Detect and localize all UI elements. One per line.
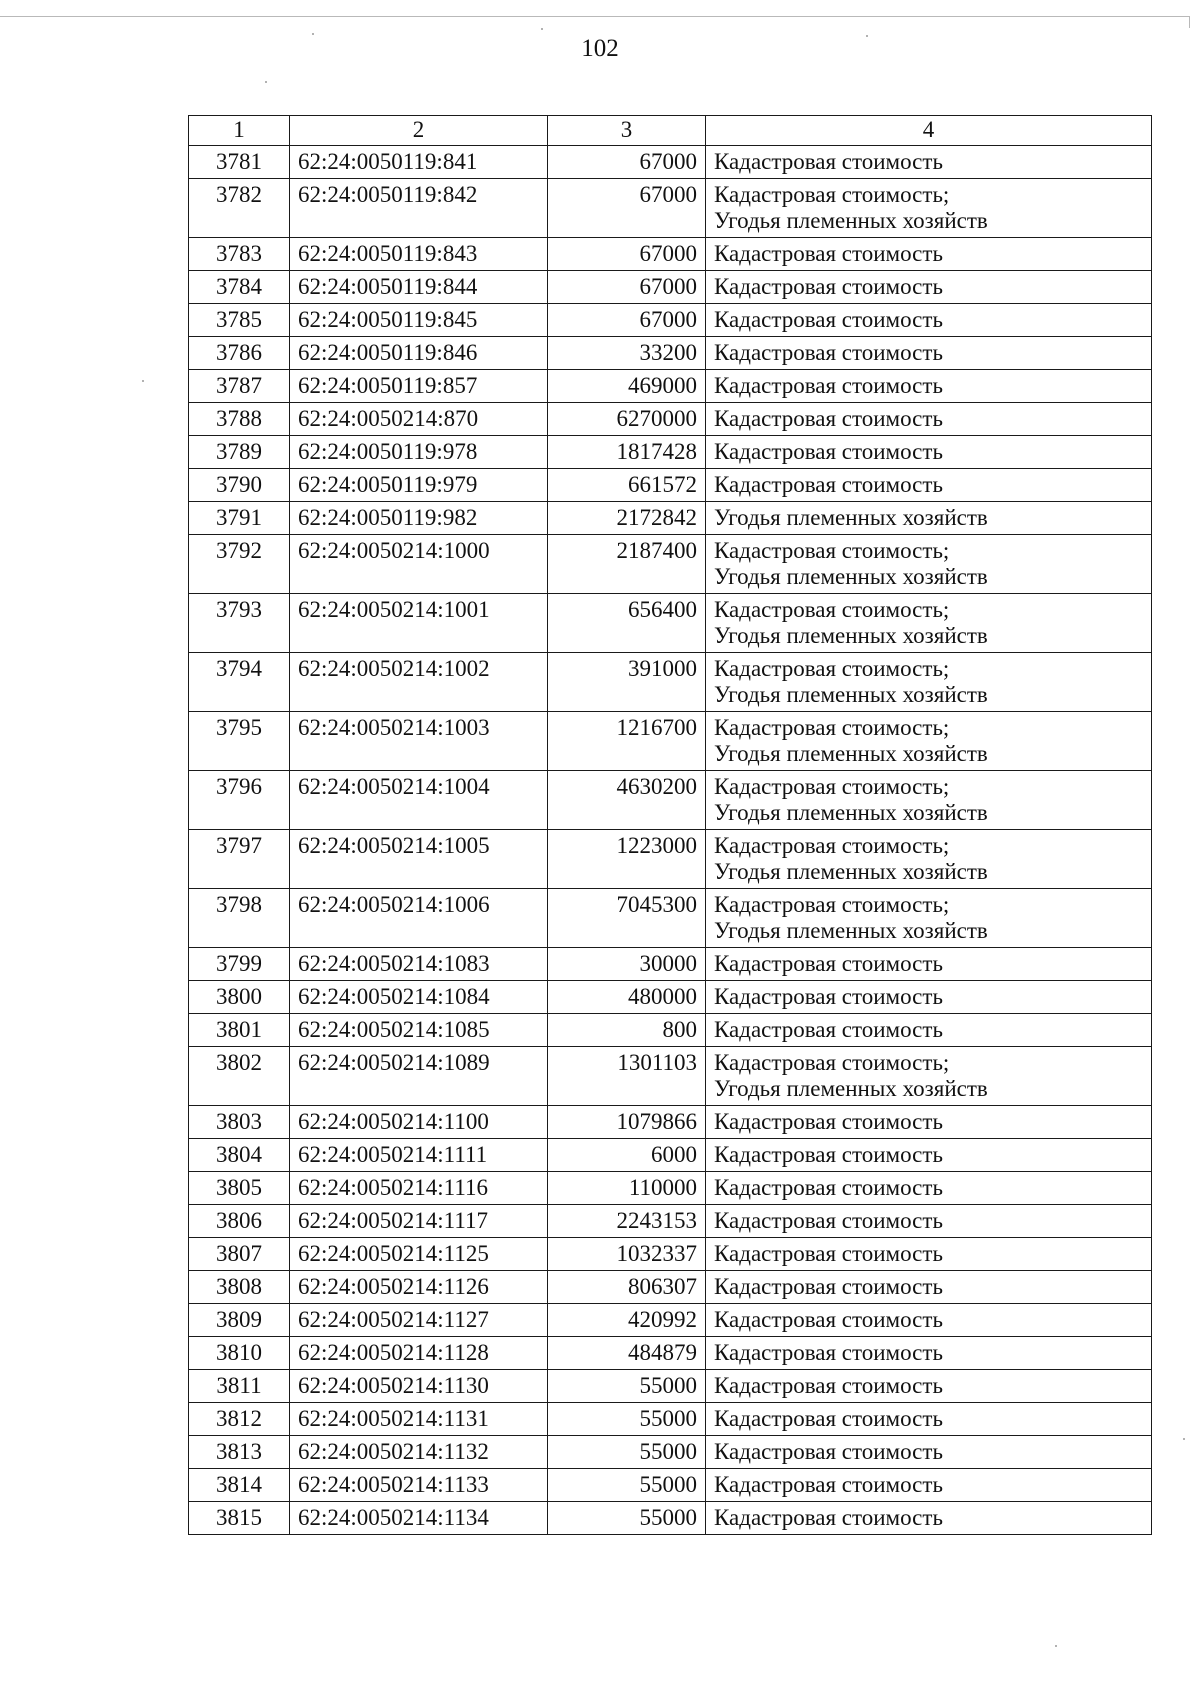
description-cell — [706, 304, 1152, 337]
description-line: Кадастровая стоимость; — [714, 182, 950, 207]
value-cell: 1216700 — [548, 712, 706, 771]
description-line: Кадастровая стоимость; — [714, 1050, 950, 1075]
row-number-cell: 3784 — [189, 271, 290, 304]
table-row — [189, 1106, 1152, 1139]
cadastral-number-cell: 62:24:0050214:1003 — [290, 712, 548, 771]
cadastral-number-cell: 62:24:0050214:1131 — [290, 1403, 548, 1436]
description-cell — [706, 179, 1152, 238]
description-cell — [706, 535, 1152, 594]
value-cell: 661572 — [548, 469, 706, 502]
description-line: Кадастровая стоимость — [714, 1208, 943, 1233]
value-cell: 2172842 — [548, 502, 706, 535]
value-cell: 110000 — [548, 1172, 706, 1205]
value-cell: 656400 — [548, 594, 706, 653]
table-row — [189, 1337, 1152, 1370]
description-line: Кадастровая стоимость; — [714, 597, 950, 622]
description-line: Угодья племенных хозяйств — [714, 800, 988, 825]
row-number-cell: 3795 — [189, 712, 290, 771]
table-row — [189, 179, 1152, 238]
description-cell — [706, 653, 1152, 712]
table-row — [189, 981, 1152, 1014]
value-cell: 806307 — [548, 1271, 706, 1304]
row-number-cell: 3813 — [189, 1436, 290, 1469]
row-number-cell: 3793 — [189, 594, 290, 653]
description-line: Кадастровая стоимость — [714, 951, 943, 976]
row-number-cell: 3804 — [189, 1139, 290, 1172]
cadastral-number-cell: 62:24:0050214:1006 — [290, 889, 548, 948]
table-row — [189, 653, 1152, 712]
cadastral-number-cell: 62:24:0050214:1084 — [290, 981, 548, 1014]
scan-speck — [541, 28, 543, 30]
description-cell — [706, 370, 1152, 403]
description-line: Кадастровая стоимость; — [714, 892, 950, 917]
value-cell: 391000 — [548, 653, 706, 712]
cadastral-number-cell: 62:24:0050119:842 — [290, 179, 548, 238]
description-line: Кадастровая стоимость — [714, 373, 943, 398]
description-line: Кадастровая стоимость — [714, 340, 943, 365]
row-number-cell: 3781 — [189, 146, 290, 179]
row-number-cell: 3783 — [189, 238, 290, 271]
description-line: Кадастровая стоимость — [714, 1307, 943, 1332]
value-cell: 1817428 — [548, 436, 706, 469]
cadastral-number-cell: 62:24:0050214:1128 — [290, 1337, 548, 1370]
description-line: Кадастровая стоимость — [714, 1274, 943, 1299]
description-line: Угодья племенных хозяйств — [714, 918, 988, 943]
column-header-2: 2 — [290, 116, 548, 146]
description-line: Кадастровая стоимость — [714, 1142, 943, 1167]
value-cell: 55000 — [548, 1370, 706, 1403]
cadastral-number-cell: 62:24:0050119:979 — [290, 469, 548, 502]
description-line: Угодья племенных хозяйств — [714, 741, 988, 766]
description-line: Кадастровая стоимость; — [714, 715, 950, 740]
row-number-cell: 3802 — [189, 1047, 290, 1106]
table-row — [189, 502, 1152, 535]
description-cell — [706, 436, 1152, 469]
description-line: Кадастровая стоимость — [714, 1505, 943, 1530]
description-line: Кадастровая стоимость — [714, 1472, 943, 1497]
column-header-3: 3 — [548, 116, 706, 146]
row-number-cell: 3814 — [189, 1469, 290, 1502]
description-line: Кадастровая стоимость — [714, 1406, 943, 1431]
description-cell — [706, 1403, 1152, 1436]
row-number-cell: 3782 — [189, 179, 290, 238]
description-cell — [706, 1106, 1152, 1139]
description-cell — [706, 1139, 1152, 1172]
description-cell — [706, 594, 1152, 653]
description-line: Кадастровая стоимость — [714, 1241, 943, 1266]
description-line: Угодья племенных хозяйств — [714, 564, 988, 589]
cadastral-number-cell: 62:24:0050214:1002 — [290, 653, 548, 712]
cadastral-number-cell: 62:24:0050119:978 — [290, 436, 548, 469]
table-row — [189, 1047, 1152, 1106]
description-line: Кадастровая стоимость; — [714, 656, 950, 681]
row-number-cell: 3790 — [189, 469, 290, 502]
row-number-cell: 3792 — [189, 535, 290, 594]
page-number: 102 — [581, 35, 619, 62]
value-cell: 55000 — [548, 1403, 706, 1436]
row-number-cell: 3808 — [189, 1271, 290, 1304]
description-line: Угодья племенных хозяйств — [714, 505, 988, 530]
table-row — [189, 889, 1152, 948]
table-row — [189, 1370, 1152, 1403]
row-number-cell: 3810 — [189, 1337, 290, 1370]
cadastral-number-cell: 62:24:0050214:1085 — [290, 1014, 548, 1047]
description-cell — [706, 1271, 1152, 1304]
description-cell — [706, 271, 1152, 304]
row-number-cell: 3807 — [189, 1238, 290, 1271]
scan-edge-top — [0, 16, 1190, 17]
description-line: Кадастровая стоимость — [714, 307, 943, 332]
row-number-cell: 3788 — [189, 403, 290, 436]
description-line: Угодья племенных хозяйств — [714, 623, 988, 648]
description-line: Кадастровая стоимость — [714, 406, 943, 431]
description-cell — [706, 403, 1152, 436]
description-line: Кадастровая стоимость — [714, 439, 943, 464]
value-cell: 2187400 — [548, 535, 706, 594]
cadastral-number-cell: 62:24:0050214:1127 — [290, 1304, 548, 1337]
description-line: Кадастровая стоимость — [714, 984, 943, 1009]
scan-speck — [1055, 1645, 1057, 1647]
description-cell — [706, 1337, 1152, 1370]
row-number-cell: 3803 — [189, 1106, 290, 1139]
description-cell — [706, 1436, 1152, 1469]
cadastral-number-cell: 62:24:0050119:844 — [290, 271, 548, 304]
cadastral-number-cell: 62:24:0050214:1134 — [290, 1502, 548, 1535]
cadastral-number-cell: 62:24:0050214:1117 — [290, 1205, 548, 1238]
cadastral-number-cell: 62:24:0050214:1001 — [290, 594, 548, 653]
cadastral-number-cell: 62:24:0050214:1133 — [290, 1469, 548, 1502]
description-line: Кадастровая стоимость — [714, 274, 943, 299]
description-line: Кадастровая стоимость; — [714, 774, 950, 799]
table-row — [189, 1014, 1152, 1047]
table-row — [189, 304, 1152, 337]
value-cell: 1223000 — [548, 830, 706, 889]
cadastral-number-cell: 62:24:0050214:1125 — [290, 1238, 548, 1271]
description-line: Угодья племенных хозяйств — [714, 208, 988, 233]
cadastral-number-cell: 62:24:0050119:845 — [290, 304, 548, 337]
value-cell: 55000 — [548, 1436, 706, 1469]
table-row — [189, 1436, 1152, 1469]
value-cell: 55000 — [548, 1502, 706, 1535]
description-cell — [706, 1238, 1152, 1271]
value-cell: 4630200 — [548, 771, 706, 830]
table-row — [189, 594, 1152, 653]
table-row — [189, 337, 1152, 370]
scan-speck — [265, 81, 267, 83]
description-cell — [706, 1205, 1152, 1238]
value-cell: 67000 — [548, 271, 706, 304]
cadastral-number-cell: 62:24:0050214:1004 — [290, 771, 548, 830]
cadastral-number-cell: 62:24:0050214:1111 — [290, 1139, 548, 1172]
description-line: Кадастровая стоимость — [714, 149, 943, 174]
description-cell — [706, 146, 1152, 179]
row-number-cell: 3789 — [189, 436, 290, 469]
cadastral-number-cell: 62:24:0050119:982 — [290, 502, 548, 535]
table-row — [189, 469, 1152, 502]
description-cell — [706, 771, 1152, 830]
row-number-cell: 3796 — [189, 771, 290, 830]
row-number-cell: 3800 — [189, 981, 290, 1014]
row-number-cell: 3798 — [189, 889, 290, 948]
table-row — [189, 1205, 1152, 1238]
table-row — [189, 712, 1152, 771]
value-cell: 67000 — [548, 146, 706, 179]
scan-edge-right — [1189, 16, 1190, 28]
description-line: Кадастровая стоимость — [714, 1017, 943, 1042]
description-line: Угодья племенных хозяйств — [714, 1076, 988, 1101]
table-body — [189, 116, 1152, 1535]
column-header-4: 4 — [706, 116, 1152, 146]
table-row — [189, 436, 1152, 469]
description-line: Кадастровая стоимость — [714, 1340, 943, 1365]
value-cell: 484879 — [548, 1337, 706, 1370]
description-cell — [706, 469, 1152, 502]
description-line: Угодья племенных хозяйств — [714, 682, 988, 707]
description-cell — [706, 889, 1152, 948]
description-cell — [706, 238, 1152, 271]
description-line: Кадастровая стоимость — [714, 472, 943, 497]
row-number-cell: 3805 — [189, 1172, 290, 1205]
description-line: Кадастровая стоимость — [714, 241, 943, 266]
table-row — [189, 771, 1152, 830]
value-cell: 55000 — [548, 1469, 706, 1502]
table-row — [189, 370, 1152, 403]
table-row — [189, 1469, 1152, 1502]
value-cell: 2243153 — [548, 1205, 706, 1238]
description-cell — [706, 1469, 1152, 1502]
row-number-cell: 3787 — [189, 370, 290, 403]
value-cell: 6000 — [548, 1139, 706, 1172]
cadastral-number-cell: 62:24:0050214:1126 — [290, 1271, 548, 1304]
cadastral-number-cell: 62:24:0050214:1000 — [290, 535, 548, 594]
value-cell: 67000 — [548, 179, 706, 238]
value-cell: 1301103 — [548, 1047, 706, 1106]
cadastral-number-cell: 62:24:0050214:1132 — [290, 1436, 548, 1469]
cadastral-number-cell: 62:24:0050119:843 — [290, 238, 548, 271]
description-cell — [706, 1304, 1152, 1337]
description-cell — [706, 502, 1152, 535]
description-cell — [706, 337, 1152, 370]
value-cell: 1079866 — [548, 1106, 706, 1139]
description-cell — [706, 712, 1152, 771]
description-cell — [706, 1370, 1152, 1403]
cadastral-number-cell: 62:24:0050214:1005 — [290, 830, 548, 889]
description-cell — [706, 1502, 1152, 1535]
column-header-1: 1 — [189, 116, 290, 146]
description-line: Кадастровая стоимость — [714, 1109, 943, 1134]
row-number-cell: 3799 — [189, 948, 290, 981]
row-number-cell: 3794 — [189, 653, 290, 712]
cadastral-number-cell: 62:24:0050214:1083 — [290, 948, 548, 981]
table-row — [189, 1403, 1152, 1436]
table-row — [189, 1238, 1152, 1271]
cadastral-number-cell: 62:24:0050214:1130 — [290, 1370, 548, 1403]
table-row — [189, 535, 1152, 594]
table-row — [189, 830, 1152, 889]
value-cell: 33200 — [548, 337, 706, 370]
value-cell: 420992 — [548, 1304, 706, 1337]
description-cell — [706, 981, 1152, 1014]
table-row — [189, 1139, 1152, 1172]
value-cell: 480000 — [548, 981, 706, 1014]
row-number-cell: 3786 — [189, 337, 290, 370]
table-row — [189, 271, 1152, 304]
value-cell: 7045300 — [548, 889, 706, 948]
table-row — [189, 403, 1152, 436]
description-line: Кадастровая стоимость; — [714, 538, 950, 563]
cadastral-number-cell: 62:24:0050214:1100 — [290, 1106, 548, 1139]
description-line: Кадастровая стоимость — [714, 1175, 943, 1200]
description-line: Угодья племенных хозяйств — [714, 859, 988, 884]
row-number-cell: 3806 — [189, 1205, 290, 1238]
cadastral-number-cell: 62:24:0050214:1116 — [290, 1172, 548, 1205]
row-number-cell: 3809 — [189, 1304, 290, 1337]
cadastral-number-cell: 62:24:0050214:870 — [290, 403, 548, 436]
table-header-row — [189, 116, 1152, 146]
table-row — [189, 238, 1152, 271]
value-cell: 1032337 — [548, 1238, 706, 1271]
row-number-cell: 3797 — [189, 830, 290, 889]
description-cell — [706, 1047, 1152, 1106]
table-row — [189, 1502, 1152, 1535]
cadastral-number-cell: 62:24:0050119:857 — [290, 370, 548, 403]
row-number-cell: 3791 — [189, 502, 290, 535]
cadastral-number-cell: 62:24:0050214:1089 — [290, 1047, 548, 1106]
description-cell — [706, 830, 1152, 889]
description-cell — [706, 1014, 1152, 1047]
row-number-cell: 3815 — [189, 1502, 290, 1535]
row-number-cell: 3801 — [189, 1014, 290, 1047]
scan-speck — [1183, 1438, 1185, 1440]
table-row — [189, 1271, 1152, 1304]
cadastral-number-cell: 62:24:0050119:841 — [290, 146, 548, 179]
value-cell: 30000 — [548, 948, 706, 981]
description-cell — [706, 948, 1152, 981]
table-row — [189, 948, 1152, 981]
table-row — [189, 1304, 1152, 1337]
description-line: Кадастровая стоимость — [714, 1439, 943, 1464]
scan-speck — [142, 380, 144, 382]
table-row — [189, 146, 1152, 179]
row-number-cell: 3785 — [189, 304, 290, 337]
cadastral-number-cell: 62:24:0050119:846 — [290, 337, 548, 370]
value-cell: 67000 — [548, 304, 706, 337]
row-number-cell: 3812 — [189, 1403, 290, 1436]
description-line: Кадастровая стоимость — [714, 1373, 943, 1398]
value-cell: 469000 — [548, 370, 706, 403]
value-cell: 800 — [548, 1014, 706, 1047]
value-cell: 67000 — [548, 238, 706, 271]
cadastral-table — [188, 115, 1152, 1535]
row-number-cell: 3811 — [189, 1370, 290, 1403]
table-row — [189, 1172, 1152, 1205]
description-line: Кадастровая стоимость; — [714, 833, 950, 858]
description-cell — [706, 1172, 1152, 1205]
value-cell: 6270000 — [548, 403, 706, 436]
